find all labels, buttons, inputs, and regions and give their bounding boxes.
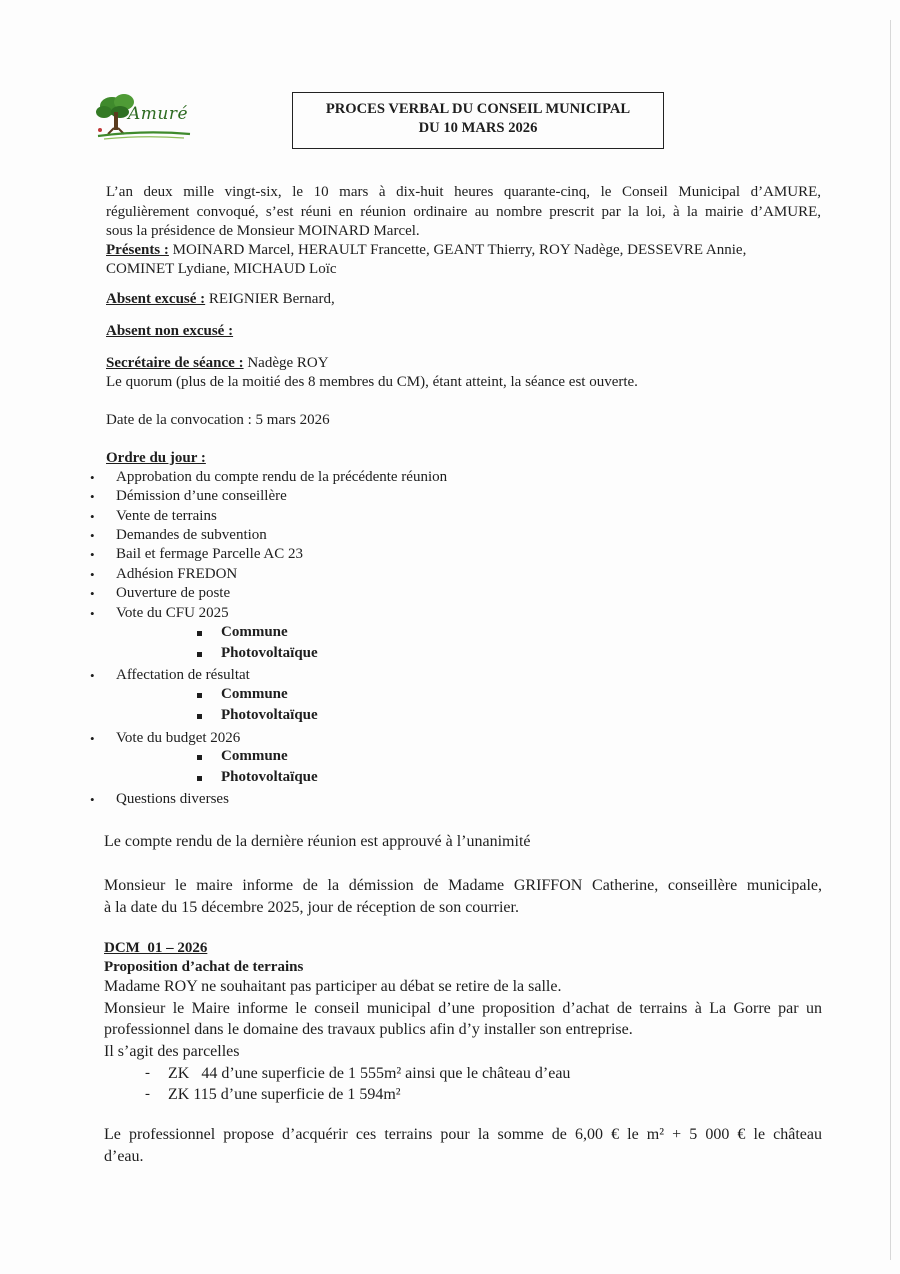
ordre-du-jour-label: Ordre du jour : <box>106 450 206 466</box>
agenda-sub-item: Photovoltaïque <box>221 645 318 661</box>
square-bullet <box>197 714 202 719</box>
bullet-dot: • <box>90 528 95 543</box>
dcm-line-4: Il s’agit des parcelles <box>104 1043 240 1060</box>
secretaire-value: Nadège ROY <box>243 355 329 371</box>
presents-line-1 <box>106 241 821 260</box>
bullet-dot: • <box>90 470 95 485</box>
scan-edge <box>890 20 891 1260</box>
logo-text: Amuré <box>128 104 189 124</box>
ordre-du-jour-heading <box>106 449 206 468</box>
absent-excuse-label: Absent excusé : <box>106 291 206 307</box>
dcm-line-1: Madame ROY ne souhaitant pas participer au débat se retire de la salle. <box>104 978 562 995</box>
approbation-text: Le compte rendu de la dernière réunion est approuvé à l’unanimité <box>104 833 531 850</box>
square-bullet <box>197 652 202 657</box>
intro-line-2: régulièrement convoqué, s’est réuni en réunion ordinaire au nombre prescrit par la loi, à la mairie d’AMURE, <box>106 204 821 220</box>
agenda-sub-item: Commune <box>221 748 288 764</box>
agenda-item: Vote du budget 2026 <box>116 730 241 746</box>
parcel-item: ZK 115 d’une superficie de 1 594m² <box>168 1086 401 1103</box>
dash-bullet: - <box>145 1086 150 1102</box>
offer-line-1: Le professionnel propose d’acquérir ces terrains pour la somme de 6,00 € le m² + 5 000 € le château <box>104 1126 822 1143</box>
bullet-dot: • <box>90 547 95 562</box>
presents-label: Présents : <box>106 242 169 258</box>
agenda-item: Adhésion FREDON <box>116 566 238 582</box>
document-title-box <box>292 92 664 149</box>
bullet-dot: • <box>90 668 95 683</box>
square-bullet <box>197 631 202 636</box>
agenda-item: Bail et fermage Parcelle AC 23 <box>116 546 304 562</box>
agenda-sub-item: Photovoltaïque <box>221 769 318 785</box>
presents-line-2: COMINET Lydiane, MICHAUD Loïc <box>106 261 337 277</box>
square-bullet <box>197 693 202 698</box>
square-bullet <box>197 755 202 760</box>
bullet-dot: • <box>90 606 95 621</box>
quorum-text: Le quorum (plus de la moitié des 8 membres du CM), étant atteint, la séance est ouverte. <box>106 374 638 390</box>
bullet-dot: • <box>90 586 95 601</box>
title-line-1: PROCES VERBAL DU CONSEIL MUNICIPAL <box>325 101 631 117</box>
agenda-sub-item: Photovoltaïque <box>221 707 318 723</box>
bullet-dot: • <box>90 489 95 504</box>
demission-line-1: Monsieur le maire informe de la démission de Madame GRIFFON Catherine, conseillère municipale, <box>104 877 822 894</box>
offer-line-2: d’eau. <box>104 1148 144 1165</box>
convocation-date: Date de la convocation : 5 mars 2026 <box>106 412 330 428</box>
agenda-item: Approbation du compte rendu de la précédente réunion <box>116 469 448 485</box>
secretaire-label: Secrétaire de séance : <box>106 355 244 371</box>
bullet-dot: • <box>90 731 95 746</box>
agenda-sub-item: Commune <box>221 624 288 640</box>
intro-line-3: sous la présidence de Monsieur MOINARD Marcel. <box>106 223 420 239</box>
agenda-item: Ouverture de poste <box>116 585 231 601</box>
absent-non-excuse-label: Absent non excusé : <box>106 323 234 339</box>
absent-excuse <box>106 290 335 309</box>
demission-line-2: à la date du 15 décembre 2025, jour de réception de son courrier. <box>104 899 519 916</box>
dcm-number <box>104 939 207 958</box>
square-bullet <box>197 776 202 781</box>
amure-logo <box>94 92 194 142</box>
parcel-item: ZK 44 d’une superficie de 1 555m² ainsi que le château d’eau <box>168 1065 571 1082</box>
dcm-line-2: Monsieur le Maire informe le conseil municipal d’une proposition d’achat de terrains à La Gorre par un <box>104 1000 822 1017</box>
secretaire-de-seance <box>106 354 329 373</box>
agenda-item: Questions diverses <box>116 791 229 807</box>
agenda-item: Démission d’une conseillère <box>116 488 287 504</box>
bullet-dot: • <box>90 509 95 524</box>
bullet-dot: • <box>90 792 95 807</box>
agenda-item: Affectation de résultat <box>116 667 250 683</box>
dcm-number-label: DCM 01 – 2026 <box>104 940 208 956</box>
agenda-sub-item: Commune <box>221 686 288 702</box>
agenda-item: Vente de terrains <box>116 508 217 524</box>
dcm-line-3: professionnel dans le domaine des travaux publics afin d’y installer son entreprise. <box>104 1021 633 1038</box>
agenda-item: Vote du CFU 2025 <box>116 605 229 621</box>
title-line-2: DU 10 MARS 2026 <box>418 120 538 136</box>
bullet-dot: • <box>90 567 95 582</box>
presents-names-1: MOINARD Marcel, HERAULT Francette, GEANT Thierry, ROY Nadège, DESSEVRE Annie, <box>168 242 747 258</box>
absent-non-excuse <box>106 322 233 341</box>
agenda-item: Demandes de subvention <box>116 527 267 543</box>
absent-excuse-value: REIGNIER Bernard, <box>205 291 335 307</box>
dash-bullet: - <box>145 1065 150 1081</box>
dcm-title: Proposition d’achat de terrains <box>104 959 304 975</box>
intro-line-1: L’an deux mille vingt-six, le 10 mars à dix-huit heures quarante-cinq, le Conseil Municipal d’AMURE, <box>106 184 821 200</box>
